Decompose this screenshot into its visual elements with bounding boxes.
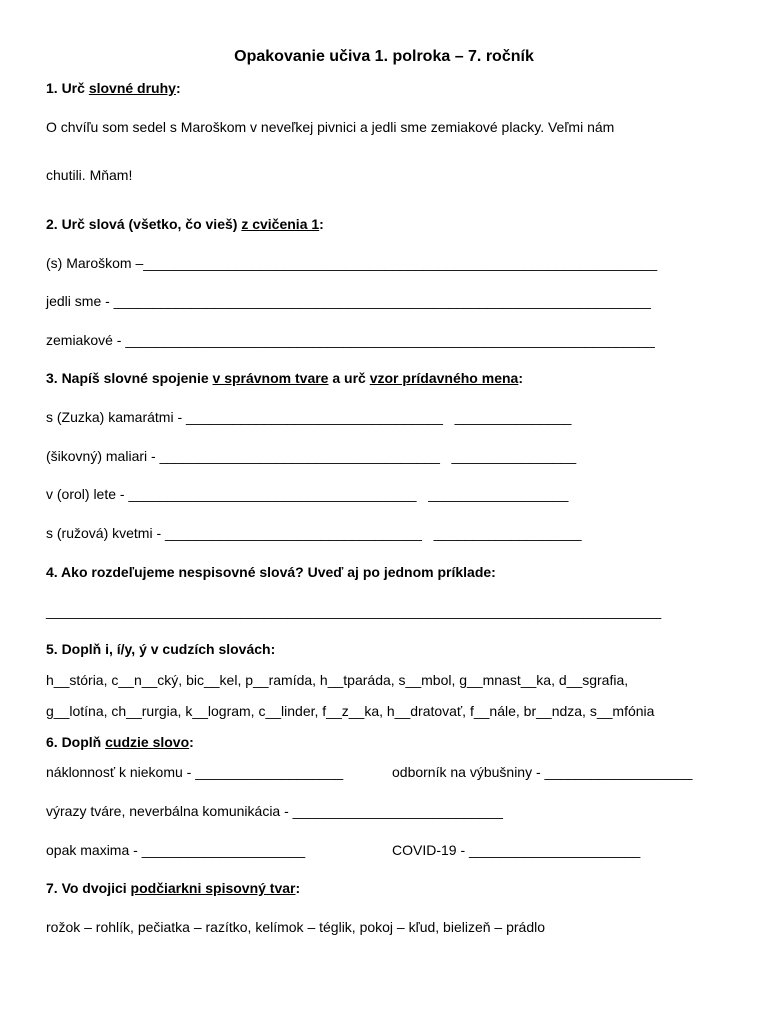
q3-underlined-1: v správnom tvare [212,370,329,386]
q6-suffix: : [189,734,194,750]
q4-answer-line[interactable]: _______________________________________________________________________________ [46,603,662,619]
page-title: Opakovanie učiva 1. polroka – 7. ročník [234,48,534,65]
q3-underlined-2: vzor prídavného mena [369,370,519,386]
q6-naklonnost[interactable]: náklonnosť k niekomu - ___________________ [46,764,344,780]
q2-item-jedli-sme[interactable]: jedli sme - _____________________________________________________________________ [46,293,651,309]
q3-item-sikovny[interactable]: (šikovný) maliari - ____________________________________ ________________ [46,448,577,464]
question-4-heading: 4. Ako rozdeľujeme nespisovné slová? Uveď aj po jednom príklade: [46,564,496,580]
q2-suffix: : [319,216,324,232]
question-5-heading: 5. Doplň i, í/y, ý v cudzích slovách: [46,641,276,657]
q5-words-line2[interactable]: g__lotína, ch__rurgia, k__logram, c__linder, f__z__ka, h__dratovať, f__nále, br__ndza, s__mfónia [46,703,655,719]
q6-vyrazy-tvare[interactable]: výrazy tváre, neverbálna komunikácia - ___________________________ [46,803,503,819]
q2-item-zemiakove[interactable]: zemiakové - ____________________________________________________________________ [46,332,655,348]
q6-odbornik[interactable]: odborník na výbušniny - ___________________ [392,764,693,780]
q5-words-line1[interactable]: h__stória, c__n__cký, bic__kel, p__ramída, h__tparáda, s__mbol, g__mnast__ka, d__sgrafia, [46,672,629,688]
q3-item-zuzka[interactable]: s (Zuzka) kamarátmi - _________________________________ _______________ [46,409,572,425]
q7-suffix: : [295,880,301,896]
q3-item-ruzova[interactable]: s (ružová) kvetmi - _________________________________ ___________________ [46,525,582,541]
q7-underlined: podčiarkni spisovný tvar [130,880,296,896]
question-2-heading [46,215,324,233]
q1-text-line1: O chvíľu som sedel s Maroškom v neveľkej pivnici a jedli sme zemiakové placky. Veľmi nám [46,119,615,135]
q1-underlined: slovné druhy [88,80,176,96]
q1-suffix: : [175,80,181,96]
q6-covid[interactable]: COVID-19 - ______________________ [392,842,641,858]
question-7-heading [46,879,300,897]
q3-middle: a urč [328,370,370,386]
q6-prefix: 6. Doplň [46,734,106,750]
question-6-heading [46,733,194,751]
q2-prefix: 2. Urč slová (všetko, čo vieš) [46,216,242,232]
q1-prefix: 1. Urč [46,80,89,96]
q1-text-line2: chutili. Mňam! [46,167,133,183]
q7-prefix: 7. Vo dvojici [46,880,131,896]
question-3-heading [46,369,523,387]
question-1-heading [46,79,181,97]
q7-word-pairs[interactable]: rožok – rohlík, pečiatka – razítko, kelímok – téglik, pokoj – kľud, bielizeň – prádlo [46,919,546,935]
q3-prefix: 3. Napíš slovné spojenie [46,370,213,386]
q6-underlined: cudzie slovo [105,734,190,750]
q3-item-orol[interactable]: v (orol) lete - _____________________________________ __________________ [46,486,569,502]
q2-underlined: z cvičenia 1 [241,216,320,232]
q6-opak-maxima[interactable]: opak maxima - _____________________ [46,842,306,858]
q2-item-maroskom[interactable]: (s) Maroškom –__________________________________________________________________ [46,255,658,271]
q3-suffix: : [518,370,523,386]
